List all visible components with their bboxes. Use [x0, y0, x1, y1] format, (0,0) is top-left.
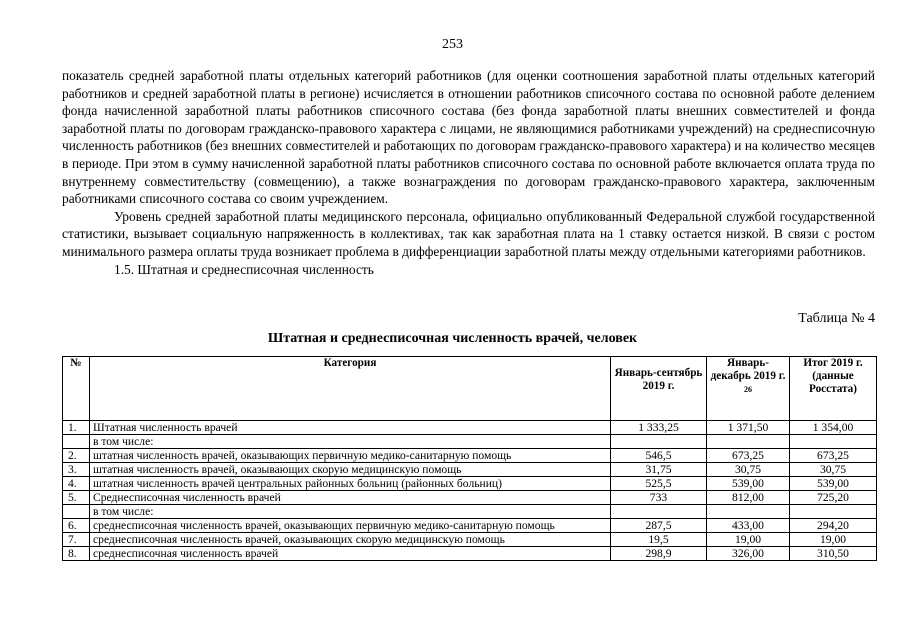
row-category: штатная численность врачей центральных районных больниц (районных больниц)	[90, 477, 611, 491]
staffing-table	[62, 356, 877, 561]
table-row	[63, 533, 877, 547]
row-col1: 733	[611, 491, 707, 505]
row-category: Штатная численность врачей	[90, 421, 611, 435]
section-heading: 1.5. Штатная и среднесписочная численность	[114, 261, 374, 277]
row-category: в том числе:	[90, 435, 611, 449]
table-row	[63, 491, 877, 505]
row-category: в том числе:	[90, 505, 611, 519]
row-col2	[707, 435, 790, 449]
table-header-row	[63, 357, 877, 421]
row-num: 5.	[63, 491, 90, 505]
header-col3: Итог 2019 г. (данные Росстата)	[790, 357, 877, 421]
row-num	[63, 505, 90, 519]
row-col1: 546,5	[611, 449, 707, 463]
table-row	[63, 421, 877, 435]
table-row	[63, 477, 877, 491]
row-col2: 433,00	[707, 519, 790, 533]
row-num: 3.	[63, 463, 90, 477]
row-col3: 310,50	[790, 547, 877, 561]
row-category: штатная численность врачей, оказывающих первичную медико-санитарную помощь	[90, 449, 611, 463]
row-col2: 673,25	[707, 449, 790, 463]
header-num: №	[63, 357, 90, 421]
row-col2	[707, 505, 790, 519]
paragraph-2: Уровень средней заработной платы медицинского персонала, официально опубликованный Федеральной службой государственной статистики, вызывает социальную напряженность в коллективах, так как заработная плата на 1 ставку остается низкой. В связи с ростом минимального размера оплаты труда возникает проблема в дифференциации заработной платы между отдельными категориями работников.	[62, 208, 875, 259]
table-row	[63, 449, 877, 463]
row-category: среднесписочная численность врачей	[90, 547, 611, 561]
row-col2: 19,00	[707, 533, 790, 547]
row-category: Среднесписочная численность врачей	[90, 491, 611, 505]
row-col3: 539,00	[790, 477, 877, 491]
row-col3: 725,20	[790, 491, 877, 505]
row-num: 6.	[63, 519, 90, 533]
row-col3: 30,75	[790, 463, 877, 477]
paragraph-1: показатель средней заработной платы отдельных категорий работников (для оценки соотношения заработной платы отдельных категорий работников и средней заработной платы в регионе) исчисляется в отношении работников списочного состава по основной работе делением фонда начисленной заработной платы работников списочного состава (без фонда заработной платы внешних совместителей и фонда заработной платы по договорам гражданско-правового характера с лицами, не являющимися работниками учреждений) на среднесписочную численность работников (без внешних совместителей и работающих по договорам гражданско-правового характера) и на количество месяцев в периоде. При этом в сумму начисленной заработной платы работников списочного состава по основной работе включается оплата труда по внутреннему совместительству (совмещению), а также вознаграждения по договорам гражданско-правового характера, заключенным работниками списочного состава со своим учреждением.	[62, 68, 875, 207]
row-num: 4.	[63, 477, 90, 491]
table-row	[63, 505, 877, 519]
row-col1: 31,75	[611, 463, 707, 477]
row-col2: 539,00	[707, 477, 790, 491]
row-col1: 19,5	[611, 533, 707, 547]
row-col1	[611, 435, 707, 449]
row-col2: 812,00	[707, 491, 790, 505]
row-col1: 1 333,25	[611, 421, 707, 435]
row-col2: 326,00	[707, 547, 790, 561]
table-row	[63, 519, 877, 533]
header-col1: Январь-сентябрь 2019 г.	[611, 357, 707, 421]
row-category: среднесписочная численность врачей, оказывающих первичную медико-санитарную помощь	[90, 519, 611, 533]
row-col1: 298,9	[611, 547, 707, 561]
body-text	[62, 67, 875, 278]
row-num: 1.	[63, 421, 90, 435]
table-number: Таблица № 4	[798, 311, 875, 326]
row-col1	[611, 505, 707, 519]
row-col3	[790, 435, 877, 449]
header-col2: Январь-декабрь 2019 г. $^{26}$	[707, 357, 790, 421]
row-col1: 287,5	[611, 519, 707, 533]
table-row	[63, 435, 877, 449]
row-col1: 525,5	[611, 477, 707, 491]
row-col3: 19,00	[790, 533, 877, 547]
table-row	[63, 463, 877, 477]
header-category: Категория	[90, 357, 611, 421]
footnote-marker: 26	[744, 385, 752, 394]
row-num: 2.	[63, 449, 90, 463]
row-num: 8.	[63, 547, 90, 561]
table-title: Штатная и среднесписочная численность врачей, человек	[267, 331, 638, 346]
row-col3: 1 354,00	[790, 421, 877, 435]
row-col3: 294,20	[790, 519, 877, 533]
row-num	[63, 435, 90, 449]
row-category: среднесписочная численность врачей, оказывающих скорую медицинскую помощь	[90, 533, 611, 547]
row-num: 7.	[63, 533, 90, 547]
row-col2: 1 371,50	[707, 421, 790, 435]
table-row	[63, 547, 877, 561]
row-col3	[790, 505, 877, 519]
row-category: штатная численность врачей, оказывающих скорую медицинскую помощь	[90, 463, 611, 477]
page-number: 253	[442, 37, 463, 52]
row-col3: 673,25	[790, 449, 877, 463]
row-col2: 30,75	[707, 463, 790, 477]
